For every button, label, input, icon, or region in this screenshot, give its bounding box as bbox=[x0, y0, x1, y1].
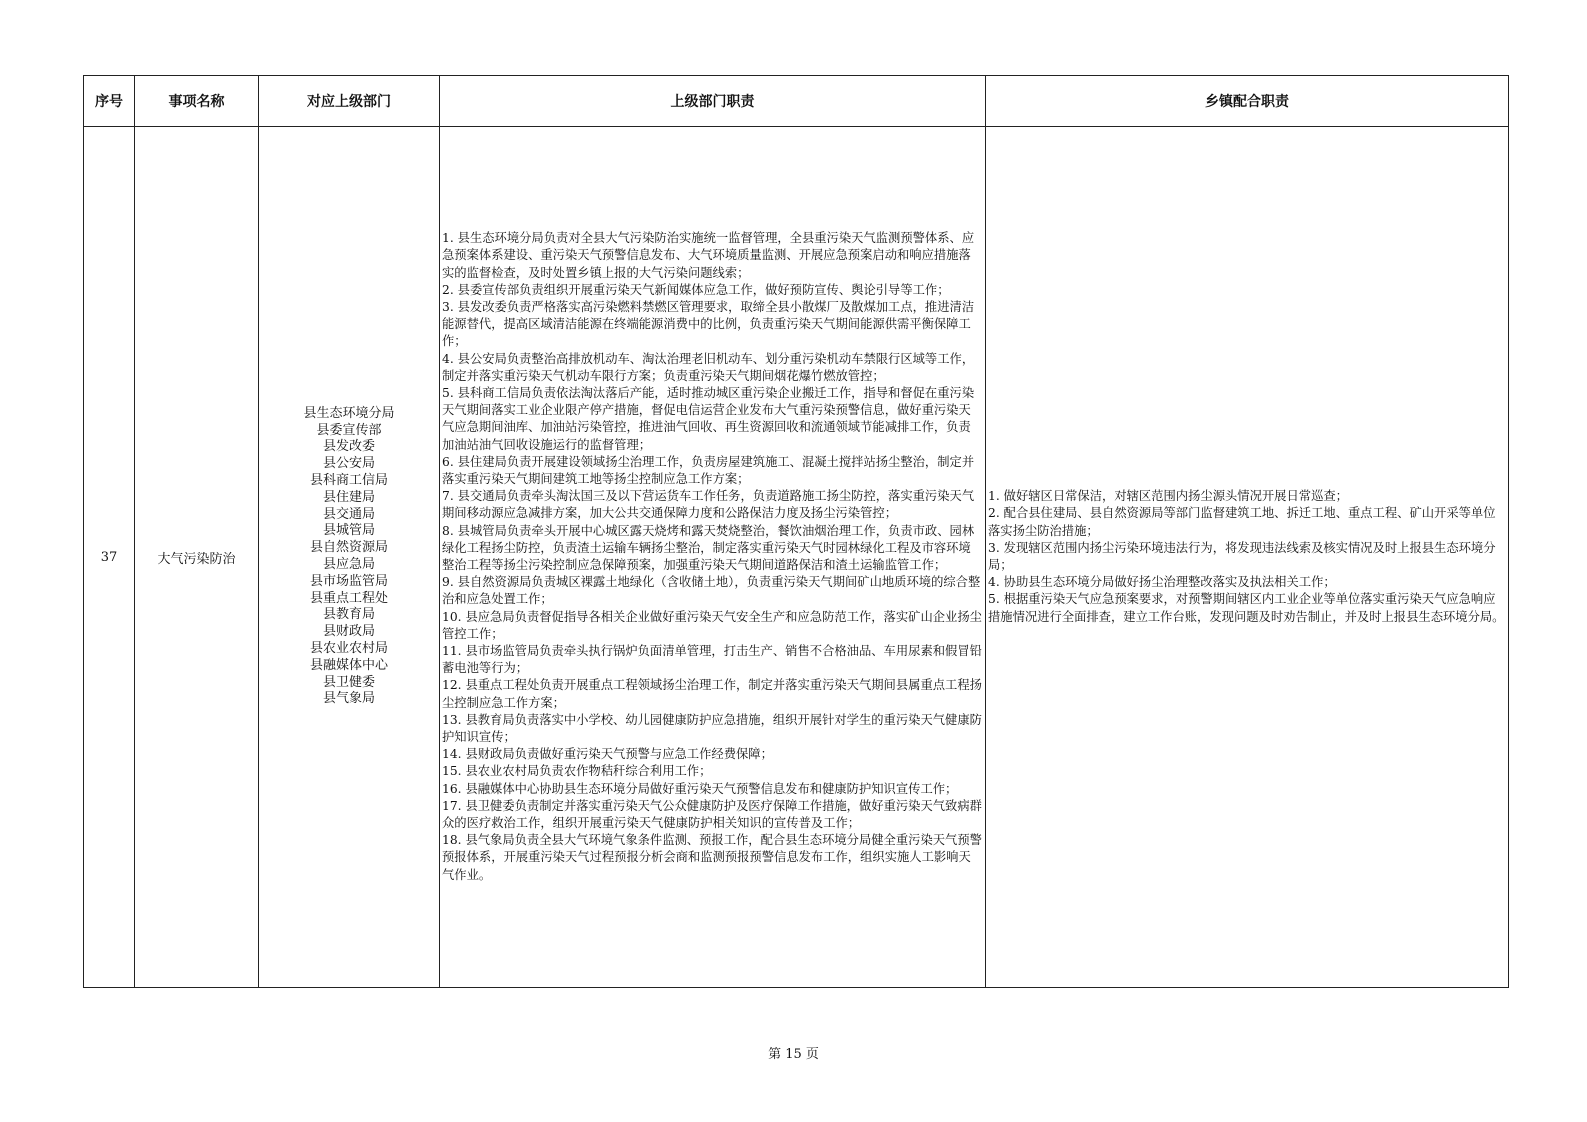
cell-upper-depts bbox=[259, 127, 440, 988]
duty-item: 5. 根据重污染天气应急预案要求，对预警期间辖区内工业企业等单位落实重污染天气应急响应措施情况进行全面排查，建立工作台账，发现问题及时劝告制止，并及时上报县生态环境分局。 bbox=[988, 592, 1505, 624]
page-number: 第 15 页 bbox=[768, 1047, 819, 1062]
duty-item: 17. 县卫健委负责制定并落实重污染天气公众健康防护及医疗保障工作措施，做好重污染天气致病群众的医疗救治工作，组织开展重污染天气健康防护相关知识的宣传普及工作； bbox=[442, 798, 982, 831]
duty-item: 3. 县发改委负责严格落实高污染燃料禁燃区管理要求，取缔全县小散煤厂及散煤加工点，推进清洁能源替代，提高区域清洁能源在终端能源消费中的比例，负责重污染天气期间能源供需平衡保障工作； bbox=[442, 299, 975, 349]
list-item: 县应急局 bbox=[322, 557, 375, 572]
list-item: 县城管局 bbox=[322, 523, 375, 539]
cell-item-name: 大气污染防治 bbox=[135, 127, 259, 988]
header-item-name: 事项名称 bbox=[135, 76, 259, 127]
header-row bbox=[84, 76, 1509, 127]
duty-item: 15. 县农业农村局负责农作物秸秆综合利用工作； bbox=[442, 764, 712, 779]
header-seq: 序号 bbox=[84, 76, 135, 127]
table-row bbox=[84, 127, 1509, 988]
list-item: 县自然资源局 bbox=[309, 540, 388, 556]
duty-item: 13. 县教育局负责落实中小学校、幼儿园健康防护应急措施，组织开展针对学生的重污染天气健康防护知识宣传； bbox=[442, 712, 982, 745]
duty-item: 4. 县公安局负责整治高排放机动车、淘汰治理老旧机动车、划分重污染机动车禁限行区域等工作，制定并落实重污染天气机动车限行方案；负责重污染天气期间烟花爆竹燃放管控； bbox=[442, 351, 975, 383]
list-item: 县委宣传部 bbox=[316, 422, 382, 438]
dept-list bbox=[259, 406, 439, 708]
duty-item: 18. 县气象局负责全县大气环境气象条件监测、预报工作，配合县生态环境分局健全重污染天气预警预报体系，开展重污染天气过程预报分析会商和监测预报预警信息发布工作，组织实施人工影响天气作业。 bbox=[442, 833, 982, 882]
duty-item: 14. 县财政局负责做好重污染天气预警与应急工作经费保障； bbox=[442, 747, 773, 762]
list-item: 县公安局 bbox=[322, 456, 375, 472]
duty-item: 5. 县科商工信局负责依法淘汰落后产能，适时推动城区重污染企业搬迁工作，指导和督促在重污染天气期间落实工业企业限产停产措施，督促电信运营企业发布大气重污染预警信息，做好重污染天气应急期间油库、加油站污染管控，推进油气回收、再生资源回收和流通领域节能减排工作，负责加油站油气回收设施运行的监督管理； bbox=[442, 385, 975, 452]
list-item: 县生态环境分局 bbox=[303, 405, 395, 421]
list-item: 县科商工信局 bbox=[309, 473, 388, 489]
list-item: 县重点工程处 bbox=[309, 590, 388, 606]
list-item: 县融媒体中心 bbox=[309, 657, 388, 673]
list-item: 县气象局 bbox=[322, 691, 375, 707]
duty-item: 11. 县市场监管局负责牵头执行锅炉负面清单管理，打击生产、销售不合格油品、车用尿素和假冒铅蓄电池等行为； bbox=[442, 644, 982, 676]
duty-item: 4. 协助县生态环境分局做好扬尘治理整改落实及执法相关工作； bbox=[988, 575, 1336, 590]
list-item: 县卫健委 bbox=[322, 674, 375, 690]
list-item: 县住建局 bbox=[322, 489, 375, 505]
list-item: 县财政局 bbox=[322, 624, 375, 640]
list-item: 县交通局 bbox=[322, 506, 375, 522]
cell-seq: 37 bbox=[84, 127, 135, 988]
duty-item: 2. 县委宣传部负责组织开展重污染天气新闻媒体应急工作，做好预防宣传、舆论引导等工作； bbox=[442, 282, 950, 297]
duty-item: 9. 县自然资源局负责城区裸露土地绿化（含收储土地），负责重污染天气期间矿山地质环境的综合整治和应急处置工作； bbox=[442, 575, 981, 607]
duty-item: 10. 县应急局负责督促指导各相关企业做好重污染天气安全生产和应急防范工作，落实矿山企业扬尘管控工作； bbox=[442, 609, 982, 641]
duty-item: 1. 做好辖区日常保洁，对辖区范围内扬尘源头情况开展日常巡查； bbox=[988, 489, 1348, 504]
list-item: 县发改委 bbox=[322, 439, 375, 455]
duty-item: 3. 发现辖区范围内扬尘污染环境违法行为，将发现违法线索及核实情况及时上报县生态环境分局； bbox=[988, 540, 1496, 572]
duty-item: 8. 县城管局负责牵头开展中心城区露天烧烤和露天焚烧整治，餐饮油烟治理工作，负责市政、园林绿化工程扬尘防控，负责渣土运输车辆扬尘整治，制定落实重污染天气时园林绿化工程及市容环境整治工程等扬尘污染控制应急保障预案，加强重污染天气期间道路保洁和渣土运输监管工作； bbox=[442, 523, 975, 572]
duty-item: 2. 配合县住建局、县自然资源局等部门监督建筑工地、拆迁工地、重点工程、矿山开采等单位落实扬尘防治措施； bbox=[988, 506, 1496, 538]
header-upper-dept: 对应上级部门 bbox=[259, 76, 440, 127]
list-item: 县教育局 bbox=[322, 607, 375, 623]
duty-item: 12. 县重点工程处负责开展重点工程领域扬尘治理工作，制定并落实重污染天气期间县属重点工程扬尘控制应急工作方案； bbox=[442, 678, 982, 710]
header-upper-duties: 上级部门职责 bbox=[440, 76, 986, 127]
duty-item: 6. 县住建局负责开展建设领域扬尘治理工作，负责房屋建筑施工、混凝土搅拌站扬尘整治，制定并落实重污染天气期间建筑工地等扬尘控制应急工作方案； bbox=[442, 454, 975, 486]
responsibility-table bbox=[83, 75, 1509, 988]
cell-town-duties bbox=[986, 127, 1509, 988]
duty-item: 7. 县交通局负责牵头淘汰国三及以下营运货车工作任务，负责道路施工扬尘防控，落实重污染天气期间移动源应急减排方案，加大公共交通保障力度和公路保洁力度及扬尘污染管控； bbox=[442, 489, 975, 521]
list-item: 县农业农村局 bbox=[309, 640, 388, 656]
duty-item: 16. 县融媒体中心协助县生态环境分局做好重污染天气预警信息发布和健康防护知识宣传工作； bbox=[442, 781, 958, 796]
header-town-duties: 乡镇配合职责 bbox=[986, 76, 1509, 127]
duty-item: 1. 县生态环境分局负责对全县大气污染防治实施统一监督管理，全县重污染天气监测预警体系、应急预案体系建设、重污染天气预警信息发布、大气环境质量监测、开展应急预案启动和响应措施落实的监督检查，及时处置乡镇上报的大气污染问题线索； bbox=[442, 231, 975, 280]
list-item: 县市场监管局 bbox=[309, 573, 388, 589]
cell-upper-duties bbox=[440, 127, 986, 988]
